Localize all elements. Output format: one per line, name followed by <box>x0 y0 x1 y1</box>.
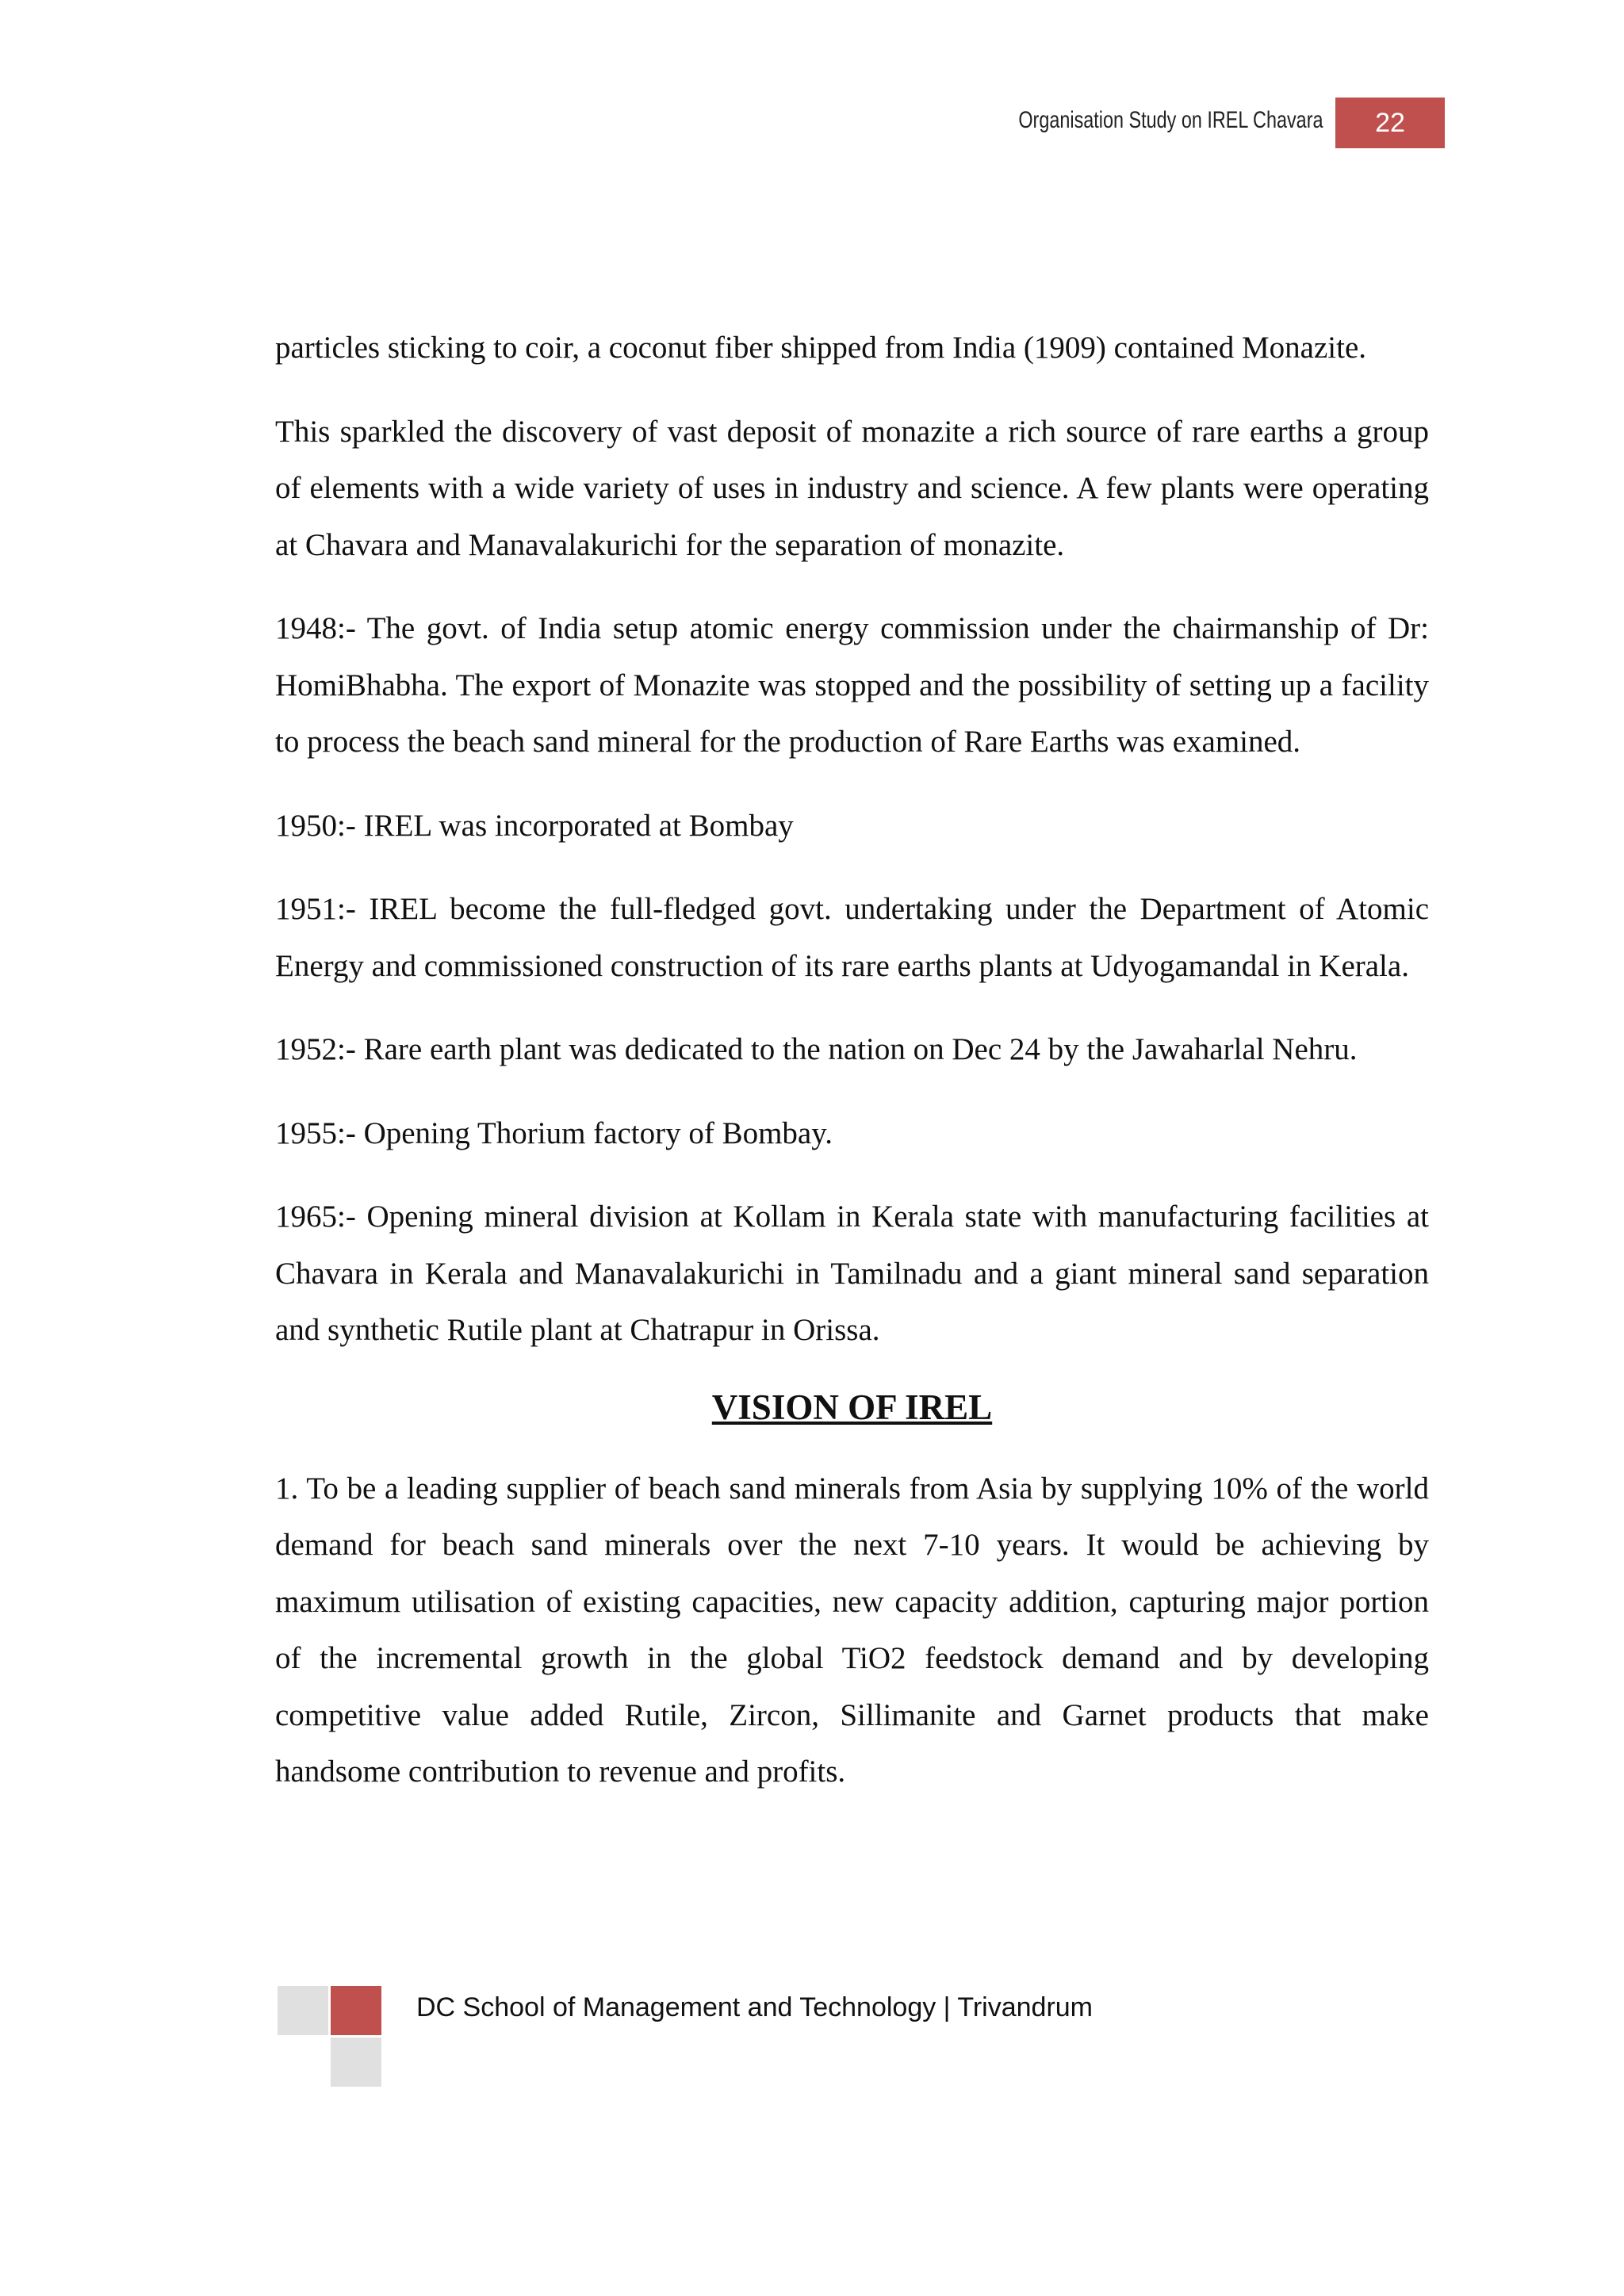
section-heading-vision: VISION OF IREL <box>711 1387 993 1427</box>
paragraph: 1952:- Rare earth plant was dedicated to the nation on Dec 24 by the Jawaharlal Nehru. <box>275 1032 1358 1066</box>
paragraph: 1955:- Opening Thorium factory of Bombay. <box>275 1115 833 1150</box>
footer-decor-square <box>331 1986 381 2035</box>
footer-text: DC School of Management and Technology | Trivandrum <box>416 1992 1094 2022</box>
document-body <box>275 320 1429 1827</box>
paragraph: particles sticking to coir, a coconut fiber shipped from India (1909) contained Monazite. <box>275 331 1367 365</box>
page-number-badge: 22 <box>1335 98 1445 148</box>
paragraph: 1965:- Opening mineral division at Kollam in Kerala state with manufacturing facilities at Chavara in Kerala and Manavalakurichi in Tamilnadu and a giant mineral sand separation and synthetic Rutile plant at Chatrapur in Orissa. <box>275 1200 1429 1347</box>
paragraph: 1950:- IREL was incorporated at Bombay <box>275 808 794 843</box>
paragraph: 1951:- IREL become the full-fledged govt. undertaking under the Department of Atomic Energy and commissioned construction of its rare earths plants at Udyogamandal in Kerala. <box>275 892 1429 983</box>
footer-decor-square <box>331 2038 381 2087</box>
paragraph: 1948:- The govt. of India setup atomic energy commission under the chairmanship of Dr: HomiBhabha. The export of Monazite was stopped and the possibility of setting up a facility to process the beach sand mineral for the production of Rare Earths was examined. <box>275 611 1429 759</box>
page-header <box>944 98 1445 148</box>
footer-decor-square <box>278 1986 328 2035</box>
vision-paragraph: 1. To be a leading supplier of beach sand minerals from Asia by supplying 10% of the world demand for beach sand minerals over the next 7-10 years. It would be achieving by maximum utilisation of existing capacities, new capacity addition, capturing major portion of the incremental growth in the global TiO2 feedstock demand and by developing competitive value added Rutile, Zircon, Sillimanite and Garnet products that make handsome contribution to revenue and profits. <box>275 1471 1429 1789</box>
header-title: Organisation Study on IREL Chavara <box>1017 107 1323 133</box>
page-footer <box>278 1986 1467 2089</box>
paragraph: This sparkled the discovery of vast deposit of monazite a rich source of rare earths a group of elements with a wide variety of uses in industry and science. A few plants were operating at Chavara and Manavalakurichi for the separation of monazite. <box>275 414 1429 562</box>
